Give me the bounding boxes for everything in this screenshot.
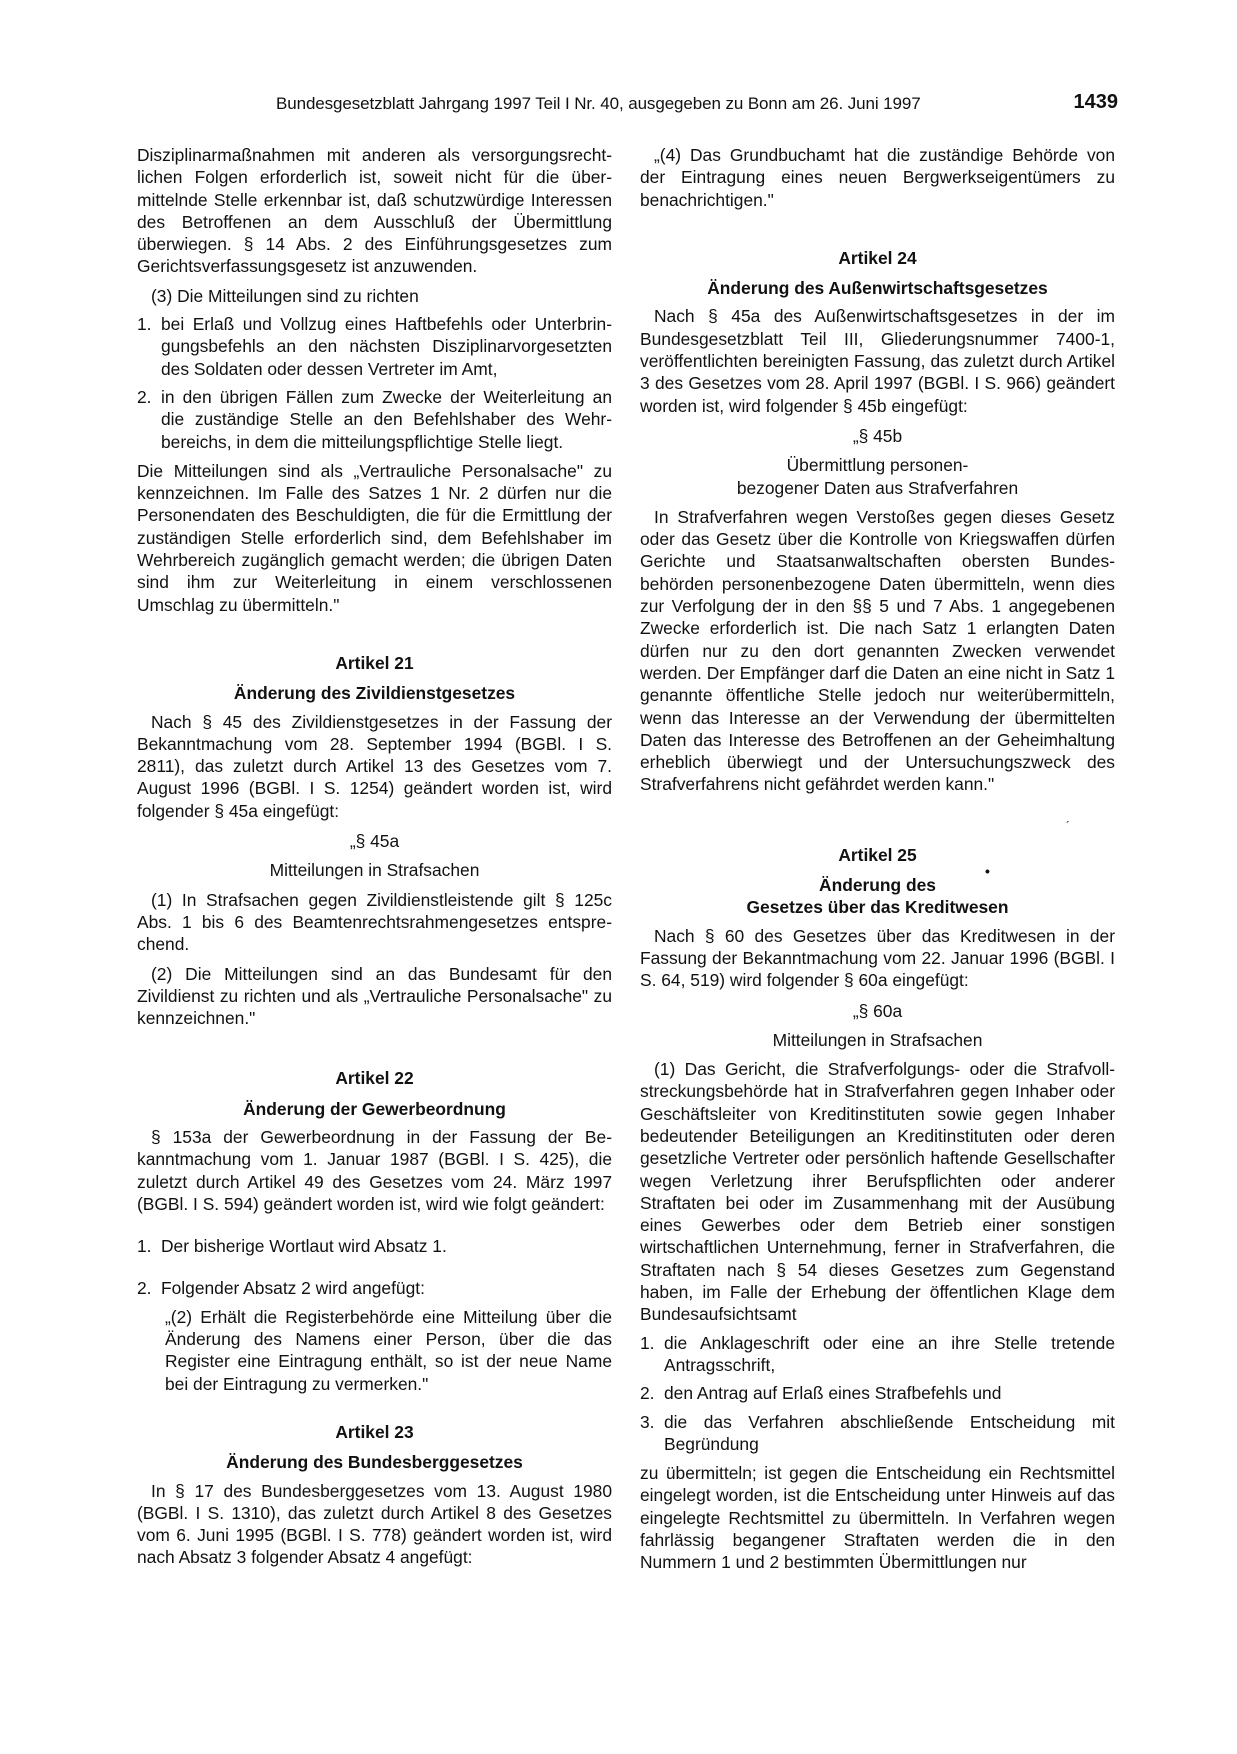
section-title: Mitteilungen in Strafsachen xyxy=(269,860,480,881)
list-number: 2. xyxy=(137,386,152,407)
paragraph: Nach § 60 des Gesetzes über das Kreditwesen in der Fassung der Bekanntmachung vom 22. Januar 1996 (BGBl. I S. 64, 519) wird folgender § 60a eingefügt: xyxy=(640,925,1115,991)
tick-mark-icon: ˏ xyxy=(1065,807,1070,823)
list-number: 1. xyxy=(640,1332,655,1353)
list-text: die das Verfahren abschließende Entscheidung mit Begründung xyxy=(664,1411,1115,1454)
section-title: Übermittlung personen- xyxy=(786,455,969,476)
list-number: 1. xyxy=(137,1236,152,1257)
paragraph: Die Mitteilungen sind als „Vertrauliche Personalsache" zu kennzeichnen. Im Falle des Satzes 1 Nr. 2 dürfen nur die Personendaten des Beschuldigten, die für die Ermittlung der zuständigen Stelle erforderlich sind, dem Befehlshaber im Wehrbereich zugänglich gemacht werden; die übrigen Daten sind ihm zur Weiterleitung in einem verschlossenen Umschlag zu übermitteln." xyxy=(137,460,612,615)
list-text: die Anklageschrift oder eine an ihre Stelle tretende Antragsschrift, xyxy=(664,1332,1115,1375)
section-title: Mitteilungen in Strafsachen xyxy=(772,1029,983,1050)
list-number: 1. xyxy=(137,314,152,335)
right-column xyxy=(640,144,1115,1574)
paragraph: (1) Das Gericht, die Strafverfolgungs- oder die Strafvollstreckungsbehörde hat in Strafverfahren gegen Inhaber oder Geschäftsleiter von Kreditinstituten sowie gegen Inhaber bedeutender Beteiligungen an Kreditinstituten oder deren gesetzliche Vertreter oder persönlich haftende Gesellschafter wegen Verletzung ihrer Berufspflichten oder anderer Straftaten bei oder im Zusammenhang mit der Ausübung eines Gewerbes oder dem Betrieb einer sonstigen wirtschaftlichen Unternehmung, ferner in Strafverfahren, die Straftaten nach § 54 dieses Gesetzes zum Gegenstand haben, im Falle der Erhebung der öffentlichen Klage dem Bundesaufsichtsamt xyxy=(640,1059,1115,1325)
paragraph: Nach § 45a des Außenwirtschaftsgesetzes in der im Bundesgesetzblatt Teil III, Gliederungsnummer 7400-1, veröffentlichten bereinigten Fassung, das zuletzt durch Artikel 3 des Gesetzes vom 28. April 1997 (BGBl. I S. 966) geändert worden ist, wird folgender § 45b eingefügt: xyxy=(640,306,1115,416)
section-number: „§ 45a xyxy=(349,831,400,852)
page-header xyxy=(136,91,1118,124)
article-subtitle: Änderung des Bundesberggesetzes xyxy=(226,1452,523,1473)
section-number: „§ 60a xyxy=(852,1000,903,1021)
article-title: Artikel 24 xyxy=(838,247,917,268)
bullet-mark-icon: • xyxy=(985,863,990,879)
list-text: Der bisherige Wortlaut wird Absatz 1. xyxy=(161,1236,447,1257)
quoted-paragraph: „(2) Erhält die Registerbehörde eine Mitteilung über die Änderung des Namens einer Person, über die das Register eine Eintragung enthält, so ist der neue Name bei der Eintragung zu vermerken." xyxy=(165,1306,612,1394)
list-item xyxy=(137,1277,612,1299)
article-subtitle: Änderung des Außenwirtschaftsgesetzes xyxy=(707,278,1048,299)
section-number: „§ 45b xyxy=(852,425,903,446)
article-title: Artikel 22 xyxy=(335,1068,414,1089)
list-item xyxy=(640,1332,1115,1377)
paragraph: In § 17 des Bundesberggesetzes vom 13. August 1980 (BGBl. I S. 1310), das zuletzt durch Artikel 8 des Gesetzes vom 6. Juni 1995 (BGBl. I S. 778) geändert worden ist, wird nach Absatz 3 folgender Absatz 4 angefügt: xyxy=(137,1480,612,1568)
article-subtitle: Änderung des xyxy=(819,875,936,896)
section-title-continued: bezogener Daten aus Strafverfahren xyxy=(736,477,1019,498)
paragraph: § 153a der Gewerbeordnung in der Fassung der Bekanntmachung vom 1. Januar 1987 (BGBl. I S. 425), die zuletzt durch Artikel 49 des Gesetzes vom 24. März 1997 (BGBl. I S. 594) geändert worden ist, wird wie folgt geändert: xyxy=(137,1126,612,1214)
paragraph: (1) In Strafsachen gegen Zivildienstleistende gilt § 125c Abs. 1 bis 6 des Beamtenrechtsrahmengesetzes entsprechend. xyxy=(137,889,612,955)
list-item xyxy=(640,1382,1115,1404)
list-item xyxy=(137,313,612,380)
article-title: Artikel 23 xyxy=(335,1421,414,1442)
paragraph: zu übermitteln; ist gegen die Entscheidung ein Rechtsmittel eingelegt worden, ist die Entscheidung unter Hinweis auf das eingelegte Rechtsmittel zu übermitteln. In Verfahren wegen fahrlässig begangener Straftaten werden die in den Nummern 1 und 2 bestimmten Übermittlungen nur xyxy=(640,1463,1115,1573)
list-text: Folgender Absatz 2 wird angefügt: xyxy=(161,1278,425,1299)
paragraph: In Strafverfahren wegen Verstoßes gegen dieses Gesetz oder das Gesetz über die Kontrolle von Kriegswaffen dürfen Gerichte und Staatsanwaltschaften obersten Bundesbehörden personenbezogene Daten übermitteln, wenn dies zur Verfolgung der in den §§ 5 und 7 Abs. 1 angegebenen Zwecke erforderlich ist. Die nach Satz 1 erlangten Daten dürfen nur zu den dort genannten Zwecken verwendet werden. Der Empfänger darf die Daten an eine nicht in Satz 1 genannte öffentliche Stelle jedoch nur weiterübermitteln, wenn das Interesse an der Verwendung der übermittelten Daten das Interesse des Betroffenen an der Geheimhaltung erheblich überwiegt und der Untersuchungszweck des Strafverfahrens nicht gefährdet werden kann." xyxy=(640,506,1115,795)
list-number: 2. xyxy=(640,1383,655,1404)
article-title: Artikel 21 xyxy=(335,652,414,673)
paragraph: Disziplinarmaßnahmen mit anderen als versorgungsrechtlichen Folgen erforderlich ist, soweit nicht für die übermittelnde Stelle erkennbar ist, daß schutzwürdige Interessen des Betroffenen an dem Ausschluß der Übermittlung überwiegen. § 14 Abs. 2 des Einführungsgesetzes zum Gerichtsverfassungsgesetz ist anzuwenden. xyxy=(137,145,612,277)
paragraph: „(4) Das Grundbuchamt hat die zuständige Behörde von der Eintragung eines neuen Bergwerkseigentümers zu benachrichtigen." xyxy=(640,145,1115,210)
article-title: Artikel 25 xyxy=(838,844,917,865)
list-text: bei Erlaß und Vollzug eines Haftbefehls oder Unterbringungsbefehls an den nächsten Disziplinarvorgesetzten des Soldaten oder dessen Vertreter im Amt, xyxy=(161,314,612,379)
article-subtitle: Änderung der Gewerbeordnung xyxy=(243,1098,506,1119)
list-number: 2. xyxy=(137,1278,152,1299)
list-item xyxy=(137,386,612,453)
paragraph: Nach § 45 des Zivildienstgesetzes in der Fassung der Bekanntmachung vom 28. September 1994 (BGBl. I S. 2811), das zuletzt durch Artikel 13 des Gesetzes vom 7. August 1996 (BGBl. I S. 1254) geändert worden ist, wird folgender § 45a eingefügt: xyxy=(137,711,612,821)
left-column xyxy=(137,144,612,1569)
list-item xyxy=(640,1411,1115,1456)
page-number: 1439 xyxy=(1073,91,1118,113)
list-text: den Antrag auf Erlaß eines Strafbefehls und xyxy=(664,1383,1002,1404)
list-item xyxy=(137,1235,612,1257)
header-title: Bundesgesetzblatt Jahrgang 1997 Teil I Nr. 40, ausgegeben zu Bonn am 26. Juni 1997 xyxy=(276,94,921,113)
article-subtitle: Änderung des Zivildienstgesetzes xyxy=(233,683,516,704)
list-number: 3. xyxy=(640,1411,655,1432)
paragraph: (2) Die Mitteilungen sind an das Bundesamt für den Zivildienst zu richten und als „Vertrauliche Personalsache" zu kennzeichnen." xyxy=(137,963,612,1029)
paragraph: (3) Die Mitteilungen sind zu richten xyxy=(151,285,419,306)
list-text: in den übrigen Fällen zum Zwecke der Weiterleitung an die zuständige Stelle an den Befehlshaber des Wehrbereichs, in dem die mitteilungspflichtige Stelle liegt. xyxy=(161,386,612,452)
article-subtitle-continued: Gesetzes über das Kreditwesen xyxy=(746,897,1009,918)
